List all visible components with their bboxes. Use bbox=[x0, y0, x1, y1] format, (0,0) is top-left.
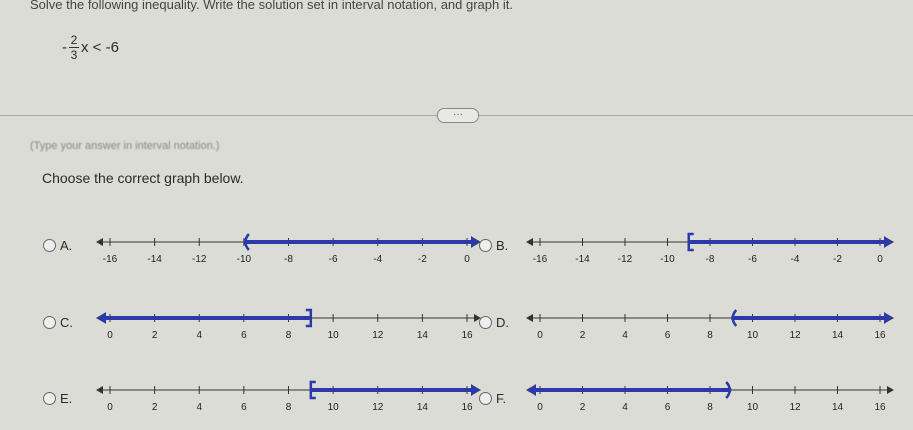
tick-label: 0 bbox=[464, 254, 470, 265]
tick-label: 2 bbox=[151, 402, 158, 413]
tick-label: 0 bbox=[107, 330, 113, 341]
tick-label: 4 bbox=[622, 402, 628, 413]
radio-button[interactable] bbox=[43, 316, 56, 329]
tick-label: 4 bbox=[196, 330, 203, 341]
ray-arrow bbox=[527, 384, 536, 396]
choice-b[interactable] bbox=[479, 238, 512, 253]
choice-label: A. bbox=[60, 238, 73, 253]
tick-label: 12 bbox=[372, 402, 384, 413]
tick-label: 10 bbox=[327, 402, 339, 413]
inequality-rest: x < -6 bbox=[81, 39, 119, 56]
tick-label: 6 bbox=[664, 330, 671, 341]
tick-label: 8 bbox=[285, 402, 292, 413]
tick-label: -8 bbox=[284, 254, 293, 265]
tick-label: 6 bbox=[664, 402, 671, 413]
tick-label: -4 bbox=[790, 254, 800, 265]
tick-label: 6 bbox=[241, 402, 247, 413]
tick-label: 14 bbox=[831, 402, 844, 413]
radio-button[interactable] bbox=[479, 239, 492, 252]
choice-a[interactable] bbox=[43, 238, 76, 253]
ray-arrow bbox=[884, 312, 893, 324]
ray-arrow bbox=[97, 312, 106, 324]
tick-label: -12 bbox=[192, 254, 207, 265]
tick-label: -2 bbox=[833, 254, 842, 265]
inequality-expression bbox=[62, 34, 119, 61]
tick-label: -6 bbox=[328, 254, 338, 265]
ray-arrow bbox=[884, 236, 893, 248]
axis-arrow-right bbox=[887, 386, 894, 394]
tick-label: 0 bbox=[877, 254, 883, 265]
choice-label: C. bbox=[60, 315, 73, 330]
tick-label: 2 bbox=[151, 330, 158, 341]
axis-arrow-left bbox=[526, 314, 533, 322]
number-line-f bbox=[526, 376, 894, 421]
axis-arrow-left bbox=[96, 386, 103, 394]
tick-label: 4 bbox=[196, 402, 203, 413]
tick-label: 14 bbox=[416, 330, 428, 341]
tick-label: 0 bbox=[107, 402, 113, 413]
tick-label: -14 bbox=[575, 254, 590, 265]
tick-label: 2 bbox=[579, 402, 586, 413]
tick-label: -10 bbox=[660, 254, 675, 265]
tick-label: -16 bbox=[532, 254, 548, 265]
tick-label: 16 bbox=[874, 330, 886, 341]
fraction-numerator: 2 bbox=[70, 33, 78, 47]
tick-label: 16 bbox=[461, 330, 473, 341]
tick-label: 8 bbox=[285, 330, 292, 341]
tick-label: 12 bbox=[789, 330, 801, 341]
tick-label: -8 bbox=[705, 254, 715, 265]
tick-label: -10 bbox=[236, 254, 252, 265]
inequality-sign: - bbox=[62, 39, 67, 56]
tick-label: 8 bbox=[707, 402, 713, 413]
axis-arrow-left bbox=[526, 238, 533, 246]
tick-label: 16 bbox=[874, 402, 886, 413]
choice-e[interactable] bbox=[43, 391, 76, 406]
tick-label: 14 bbox=[416, 402, 428, 413]
tick-label: 12 bbox=[372, 330, 384, 341]
tick-label: 8 bbox=[707, 330, 713, 341]
number-line-a bbox=[96, 228, 481, 273]
tick-label: 0 bbox=[537, 330, 543, 341]
choice-label: E. bbox=[60, 391, 73, 406]
choice-d[interactable] bbox=[479, 315, 512, 330]
tick-label: 10 bbox=[746, 402, 759, 413]
tick-label: 10 bbox=[327, 330, 339, 341]
tick-label: -6 bbox=[748, 254, 757, 265]
choice-label: B. bbox=[496, 238, 509, 253]
tick-label: 12 bbox=[789, 402, 801, 413]
instruction-text: Solve the following inequality. Write the solution set in interval notation, and graph it. bbox=[30, 0, 513, 12]
number-line-c bbox=[96, 304, 481, 349]
choice-f[interactable] bbox=[479, 391, 512, 406]
tick-label: -12 bbox=[617, 254, 633, 265]
number-line-e bbox=[96, 376, 481, 421]
tick-label: 6 bbox=[241, 330, 247, 341]
tick-label: 16 bbox=[461, 402, 473, 413]
tick-label: -14 bbox=[147, 254, 162, 265]
tick-label: 4 bbox=[622, 330, 628, 341]
answer-format-hint: (Type your answer in interval notation.) bbox=[30, 140, 220, 152]
tick-label: 2 bbox=[579, 330, 586, 341]
axis-arrow-left bbox=[96, 238, 103, 246]
radio-button[interactable] bbox=[43, 392, 56, 405]
number-line-d bbox=[526, 304, 894, 349]
tick-label: -16 bbox=[102, 254, 118, 265]
choice-label: F. bbox=[496, 391, 507, 406]
tick-label: 0 bbox=[537, 402, 543, 413]
tick-label: -4 bbox=[373, 254, 383, 265]
number-line-b bbox=[526, 228, 894, 273]
tick-label: 14 bbox=[831, 330, 844, 341]
tick-label: 10 bbox=[746, 330, 759, 341]
choice-c[interactable] bbox=[43, 315, 76, 330]
fraction-denominator: 3 bbox=[70, 48, 78, 62]
radio-button[interactable] bbox=[479, 316, 492, 329]
inequality-fraction bbox=[69, 34, 79, 61]
tick-label: -2 bbox=[417, 254, 427, 265]
radio-button[interactable] bbox=[479, 392, 492, 405]
expand-more-button[interactable]: ··· bbox=[437, 108, 479, 123]
choice-label: D. bbox=[496, 315, 509, 330]
question-prompt: Choose the correct graph below. bbox=[42, 170, 244, 186]
radio-button[interactable] bbox=[43, 239, 56, 252]
